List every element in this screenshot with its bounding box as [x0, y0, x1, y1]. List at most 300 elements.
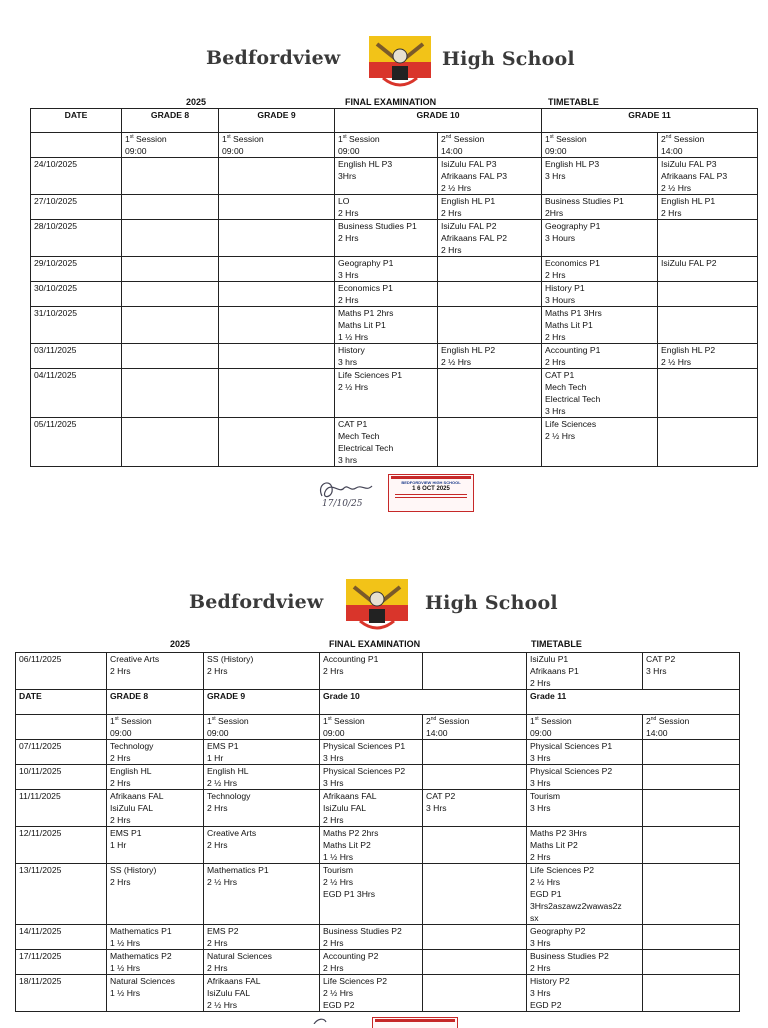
- cell-line: Maths Lit P1: [545, 320, 593, 330]
- session-cell: [122, 133, 219, 158]
- exam-cell: [527, 740, 643, 765]
- session-time: 14:00: [646, 728, 668, 738]
- header-year: 2025: [186, 97, 207, 107]
- exam-cell: [335, 158, 438, 195]
- cell-line: EGD P1: [530, 889, 562, 899]
- cell-line: Maths P1 2hrs: [338, 308, 394, 318]
- cell-line: Economics P1: [338, 283, 393, 293]
- cell-line: 3 Hrs: [530, 778, 551, 788]
- cell-line: IsiZulu FAL P2: [661, 258, 717, 268]
- header-timetable: TIMETABLE: [531, 639, 582, 649]
- exam-cell: [219, 195, 335, 220]
- date-cell: 10/11/2025: [16, 765, 107, 790]
- exam-cell: [658, 344, 758, 369]
- session-time: 14:00: [426, 728, 448, 738]
- cell-line: 2 ½ Hrs: [207, 877, 238, 887]
- exam-cell: [122, 257, 219, 282]
- cell-line: Afrikaans FAL: [110, 791, 164, 801]
- cell-line: 3 hrs: [338, 455, 358, 465]
- session-cell: [438, 133, 542, 158]
- table-row: [16, 827, 740, 864]
- cell-line: 2 Hrs: [545, 332, 566, 342]
- cell-line: IsiZulu P1: [530, 654, 569, 664]
- signature-date: 17/10/25: [322, 499, 363, 509]
- cell-line: EMS P1: [207, 741, 239, 751]
- cell-line: 2 Hrs: [338, 295, 359, 305]
- date-cell: 24/10/2025: [31, 158, 122, 195]
- exam-cell: [643, 975, 740, 1012]
- exam-cell: [542, 220, 658, 257]
- session-time: 09:00: [125, 146, 147, 156]
- cell-line: Business Studies P2: [530, 951, 609, 961]
- table-row: [31, 282, 758, 307]
- col-header-grade-8: GRADE 8: [122, 109, 219, 133]
- date-cell: 18/11/2025: [16, 975, 107, 1012]
- cell-line: 2 Hrs: [207, 938, 228, 948]
- cell-line: English HL P3: [545, 159, 600, 169]
- cell-line: 2 Hrs: [530, 678, 551, 688]
- exam-cell: [335, 195, 438, 220]
- exam-cell: [320, 653, 423, 690]
- cell-line: Geography P2: [530, 926, 586, 936]
- session-cell: [204, 715, 320, 740]
- cell-line: Mathematics P1: [207, 865, 269, 875]
- exam-cell: [204, 827, 320, 864]
- exam-cell: [320, 740, 423, 765]
- session-time: 14:00: [661, 146, 683, 156]
- exam-cell: [438, 369, 542, 418]
- cell-line: 2 Hrs: [323, 938, 344, 948]
- school-stamp-partial: [372, 1017, 458, 1028]
- cell-line: History P2: [530, 976, 570, 986]
- exam-cell: [658, 282, 758, 307]
- school-name-left: Bedfordview: [189, 591, 324, 613]
- session-time: 09:00: [545, 146, 567, 156]
- date-cell: 28/10/2025: [31, 220, 122, 257]
- cell-line: 2 ½ Hrs: [323, 988, 354, 998]
- table-row: [31, 220, 758, 257]
- exam-cell: [204, 765, 320, 790]
- exam-cell: [542, 257, 658, 282]
- cell-line: Maths Lit P2: [530, 840, 578, 850]
- exam-cell: [122, 369, 219, 418]
- exam-cell: [320, 827, 423, 864]
- timetable-1: [30, 108, 758, 467]
- exam-cell: [643, 740, 740, 765]
- cell-line: Business Studies P1: [545, 196, 624, 206]
- exam-cell: [219, 369, 335, 418]
- exam-cell: [542, 282, 658, 307]
- stamp-date: 1 6 OCT 2025: [412, 486, 450, 492]
- session-label: 1st Session: [110, 716, 152, 726]
- school-crest-icon: [342, 579, 412, 635]
- exam-cell: [107, 950, 204, 975]
- cell-line: CAT P2: [646, 654, 676, 664]
- exam-cell: [423, 790, 527, 827]
- exam-cell: [335, 307, 438, 344]
- table-row: [31, 257, 758, 282]
- date-cell: 14/11/2025: [16, 925, 107, 950]
- exam-cell: [320, 925, 423, 950]
- date-cell: 29/10/2025: [31, 257, 122, 282]
- exam-cell: [122, 418, 219, 467]
- cell-line: Life Sciences: [545, 419, 597, 429]
- exam-cell: [438, 158, 542, 195]
- cell-line: 3 Hours: [545, 295, 576, 305]
- exam-cell: [320, 864, 423, 925]
- cell-line: English HL P1: [661, 196, 716, 206]
- exam-cell: [658, 307, 758, 344]
- cell-line: 1 Hr: [110, 840, 127, 850]
- session-cell: [527, 715, 643, 740]
- date-cell: 07/11/2025: [16, 740, 107, 765]
- cell-line: Afrikaans FAL: [207, 976, 261, 986]
- stamp-school-name: BEDFORDVIEW HIGH SCHOOL: [401, 480, 461, 485]
- cell-line: Physical Sciences P2: [530, 766, 613, 776]
- table-row: [31, 369, 758, 418]
- col-header-grade-10: GRADE 10: [335, 109, 542, 133]
- col-header-date: DATE: [31, 109, 122, 133]
- cell-line: Afrikaans FAL: [323, 791, 377, 801]
- cell-line: 2 Hrs: [207, 840, 228, 850]
- cell-line: 2 Hrs: [338, 233, 359, 243]
- exam-cell: [438, 344, 542, 369]
- session-row: [31, 133, 758, 158]
- school-stamp: [388, 474, 474, 512]
- exam-cell: [107, 790, 204, 827]
- cell-line: Physical Sciences P1: [323, 741, 406, 751]
- cell-line: 3 Hrs: [530, 753, 551, 763]
- exam-cell: [542, 195, 658, 220]
- exam-cell: [335, 257, 438, 282]
- cell-line: Maths P2 2hrs: [323, 828, 379, 838]
- cell-line: IsiZulu FAL: [110, 803, 153, 813]
- header-year: 2025: [170, 639, 191, 649]
- cell-line: Accounting P1: [545, 345, 601, 355]
- session-label: 2nd Session: [661, 134, 705, 144]
- cell-line: Afrikaans FAL P2: [441, 233, 508, 243]
- cell-line: 2 Hrs: [110, 666, 131, 676]
- exam-cell: [204, 864, 320, 925]
- cell-line: CAT P1: [545, 370, 575, 380]
- cell-line: History P1: [545, 283, 585, 293]
- cell-line: Electrical Tech: [545, 394, 601, 404]
- cell-line: Electrical Tech: [338, 443, 394, 453]
- cell-line: IsiZulu FAL: [207, 988, 250, 998]
- cell-line: English HL P2: [661, 345, 716, 355]
- exam-cell: [542, 307, 658, 344]
- cell-line: 3 Hours: [545, 233, 576, 243]
- exam-cell: [423, 950, 527, 975]
- exam-cell: [204, 653, 320, 690]
- session-label: 1st Session: [222, 134, 264, 144]
- table-row: [31, 158, 758, 195]
- date-cell: 06/11/2025: [16, 653, 107, 690]
- exam-cell: [423, 827, 527, 864]
- cell-line: 2 Hrs: [545, 357, 566, 367]
- school-crest-icon: [365, 36, 435, 92]
- date-cell: 13/11/2025: [16, 864, 107, 925]
- exam-cell: [219, 282, 335, 307]
- session-time: 09:00: [207, 728, 229, 738]
- exam-cell: [423, 925, 527, 950]
- school-name-right: High School: [425, 592, 558, 614]
- exam-cell: [107, 975, 204, 1012]
- exam-cell: [423, 864, 527, 925]
- cell-line: English HL P1: [441, 196, 496, 206]
- cell-line: Physical Sciences P1: [530, 741, 613, 751]
- exam-cell: [658, 158, 758, 195]
- cell-line: 1 ½ Hrs: [338, 332, 369, 342]
- session-label: 1st Session: [338, 134, 380, 144]
- exam-cell: [122, 307, 219, 344]
- cell-line: 2Hrs: [545, 208, 564, 218]
- col-header-grade-9: GRADE 9: [204, 690, 320, 715]
- exam-cell: [204, 790, 320, 827]
- cell-line: Technology: [110, 741, 154, 751]
- exam-cell: [542, 369, 658, 418]
- col-header-grade-9: GRADE 9: [219, 109, 335, 133]
- cell-line: Creative Arts: [110, 654, 160, 664]
- exam-cell: [122, 158, 219, 195]
- cell-line: LO: [338, 196, 350, 206]
- exam-cell: [423, 740, 527, 765]
- col-header-grade-11: GRADE 11: [542, 109, 758, 133]
- table-row: [16, 925, 740, 950]
- cell-line: Accounting P2: [323, 951, 379, 961]
- exam-cell: [320, 975, 423, 1012]
- session-cell: [320, 715, 423, 740]
- date-cell: 31/10/2025: [31, 307, 122, 344]
- session-time: 14:00: [441, 146, 463, 156]
- table-row: [16, 790, 740, 827]
- exam-cell: [542, 344, 658, 369]
- signature-icon: [312, 1016, 342, 1024]
- exam-cell: [643, 925, 740, 950]
- session-cell: [423, 715, 527, 740]
- timetable-1-body: [31, 158, 758, 467]
- exam-cell: [122, 195, 219, 220]
- exam-cell: [320, 950, 423, 975]
- session-cell-empty: [31, 133, 122, 158]
- exam-cell: [219, 418, 335, 467]
- cell-line: 1 ½ Hrs: [110, 963, 141, 973]
- cell-line: 2 Hrs: [110, 753, 131, 763]
- cell-line: Afrikaans FAL P3: [661, 171, 728, 181]
- date-cell: 17/11/2025: [16, 950, 107, 975]
- session-time: 09:00: [110, 728, 132, 738]
- cell-line: English HL: [207, 766, 249, 776]
- session-label: 2nd Session: [426, 716, 470, 726]
- table-row: [16, 950, 740, 975]
- cell-line: 2 Hrs: [323, 815, 344, 825]
- table-row: [16, 653, 740, 690]
- session-cell: [643, 715, 740, 740]
- session-cell: [542, 133, 658, 158]
- date-cell: 12/11/2025: [16, 827, 107, 864]
- exam-cell: [542, 418, 658, 467]
- cell-line: Life Sciences P2: [530, 865, 595, 875]
- school-name-left: Bedfordview: [206, 47, 341, 69]
- cell-line: 2 ½ Hrs: [545, 431, 576, 441]
- session-label: 2nd Session: [441, 134, 485, 144]
- table-row: [31, 195, 758, 220]
- session-label: 1st Session: [530, 716, 572, 726]
- cell-line: 3 Hrs: [338, 270, 359, 280]
- cell-line: sx: [530, 913, 539, 923]
- exam-cell: [335, 369, 438, 418]
- exam-cell: [527, 975, 643, 1012]
- exam-cell: [107, 925, 204, 950]
- cell-line: Technology: [207, 791, 251, 801]
- cell-line: 2 Hrs: [110, 778, 131, 788]
- cell-line: 2 ½ Hrs: [661, 357, 692, 367]
- timetable-2: [15, 652, 740, 1012]
- timetable-2-first-row: [16, 653, 740, 690]
- cell-line: 3 hrs: [338, 357, 358, 367]
- exam-cell: [658, 220, 758, 257]
- cell-line: Physical Sciences P2: [323, 766, 406, 776]
- cell-line: 2 ½ Hrs: [661, 183, 692, 193]
- cell-line: Maths P1 3Hrs: [545, 308, 602, 318]
- cell-line: Mech Tech: [545, 382, 587, 392]
- cell-line: 2 ½ Hrs: [207, 778, 238, 788]
- cell-line: 1 Hr: [207, 753, 224, 763]
- cell-line: 2 ½ Hrs: [441, 357, 472, 367]
- exam-cell: [122, 344, 219, 369]
- date-cell: 05/11/2025: [31, 418, 122, 467]
- cell-line: 2 ½ Hrs: [530, 877, 561, 887]
- header-timetable: TIMETABLE: [548, 97, 599, 107]
- table-header-row: [31, 109, 758, 133]
- cell-line: SS (History): [110, 865, 157, 875]
- exam-cell: [658, 257, 758, 282]
- cell-line: 3Hrs2aszawz2wawas2z: [530, 901, 622, 911]
- timetable-2-body: [16, 740, 740, 1012]
- session-cell: [219, 133, 335, 158]
- header-final-examination: FINAL EXAMINATION: [345, 97, 437, 107]
- cell-line: 2 Hrs: [530, 963, 551, 973]
- exam-cell: [542, 158, 658, 195]
- exam-cell: [335, 344, 438, 369]
- exam-cell: [438, 220, 542, 257]
- cell-line: History: [338, 345, 365, 355]
- cell-line: 2 Hrs: [207, 803, 228, 813]
- table-row: [31, 418, 758, 467]
- col-header-date: DATE: [16, 690, 107, 715]
- cell-line: IsiZulu FAL P3: [661, 159, 717, 169]
- cell-line: 3 Hrs: [323, 778, 344, 788]
- exam-cell: [643, 790, 740, 827]
- cell-line: 2 Hrs: [323, 963, 344, 973]
- cell-line: 2 Hrs: [441, 208, 462, 218]
- session-time: 09:00: [222, 146, 244, 156]
- cell-line: 2 ½ Hrs: [338, 382, 369, 392]
- exam-cell: [122, 220, 219, 257]
- cell-line: Business Studies P2: [323, 926, 402, 936]
- exam-cell: [107, 740, 204, 765]
- table-row: [16, 864, 740, 925]
- date-cell: 11/11/2025: [16, 790, 107, 827]
- cell-line: 2 Hrs: [338, 208, 359, 218]
- cell-line: Accounting P1: [323, 654, 379, 664]
- exam-cell: [320, 765, 423, 790]
- session-cell: [107, 715, 204, 740]
- table-row: [16, 765, 740, 790]
- exam-cell: [643, 653, 740, 690]
- school-name-right: High School: [442, 48, 575, 70]
- page-2: [0, 560, 768, 1024]
- session-label: 1st Session: [323, 716, 365, 726]
- cell-line: Business Studies P1: [338, 221, 417, 231]
- session-label: 2nd Session: [646, 716, 690, 726]
- cell-line: 3 Hrs: [530, 803, 551, 813]
- cell-line: Natural Sciences: [110, 976, 175, 986]
- exam-cell: [107, 653, 204, 690]
- cell-line: 2 ½ Hrs: [323, 877, 354, 887]
- cell-line: Tourism: [530, 791, 561, 801]
- exam-cell: [527, 827, 643, 864]
- cell-line: 2 Hrs: [110, 815, 131, 825]
- table-row: [16, 740, 740, 765]
- exam-cell: [658, 369, 758, 418]
- exam-cell: [219, 220, 335, 257]
- date-cell: 30/10/2025: [31, 282, 122, 307]
- exam-cell: [423, 653, 527, 690]
- col-header-grade-11: Grade 11: [527, 690, 740, 715]
- col-header-grade-10: Grade 10: [320, 690, 527, 715]
- exam-cell: [527, 790, 643, 827]
- session-time: 09:00: [530, 728, 552, 738]
- cell-line: EGD P2: [323, 1000, 355, 1010]
- cell-line: 3 Hrs: [426, 803, 447, 813]
- cell-line: Creative Arts: [207, 828, 257, 838]
- cell-line: Natural Sciences: [207, 951, 272, 961]
- cell-line: Mathematics P1: [110, 926, 172, 936]
- header-final-examination: FINAL EXAMINATION: [329, 639, 421, 649]
- cell-line: 2 Hrs: [207, 666, 228, 676]
- exam-cell: [423, 765, 527, 790]
- cell-line: Economics P1: [545, 258, 600, 268]
- cell-line: 1 ½ Hrs: [323, 852, 354, 862]
- cell-line: EMS P1: [110, 828, 142, 838]
- exam-cell: [438, 418, 542, 467]
- cell-line: 3 Hrs: [530, 938, 551, 948]
- table-row: [31, 307, 758, 344]
- exam-cell: [423, 975, 527, 1012]
- cell-line: 3Hrs: [338, 171, 357, 181]
- cell-line: 2 ½ Hrs: [207, 1000, 238, 1010]
- exam-cell: [438, 307, 542, 344]
- exam-cell: [204, 925, 320, 950]
- date-cell: 27/10/2025: [31, 195, 122, 220]
- cell-line: Maths Lit P2: [323, 840, 371, 850]
- cell-line: SS (History): [207, 654, 254, 664]
- date-cell: 03/11/2025: [31, 344, 122, 369]
- exam-cell: [438, 257, 542, 282]
- exam-cell: [643, 950, 740, 975]
- cell-line: 3 Hrs: [646, 666, 667, 676]
- cell-line: Life Sciences P1: [338, 370, 403, 380]
- exam-cell: [204, 950, 320, 975]
- exam-cell: [219, 307, 335, 344]
- cell-line: Life Sciences P2: [323, 976, 388, 986]
- exam-cell: [335, 220, 438, 257]
- cell-line: Tourism: [323, 865, 354, 875]
- cell-line: 2 Hrs: [530, 852, 551, 862]
- cell-line: Geography P1: [545, 221, 601, 231]
- session-cell: [658, 133, 758, 158]
